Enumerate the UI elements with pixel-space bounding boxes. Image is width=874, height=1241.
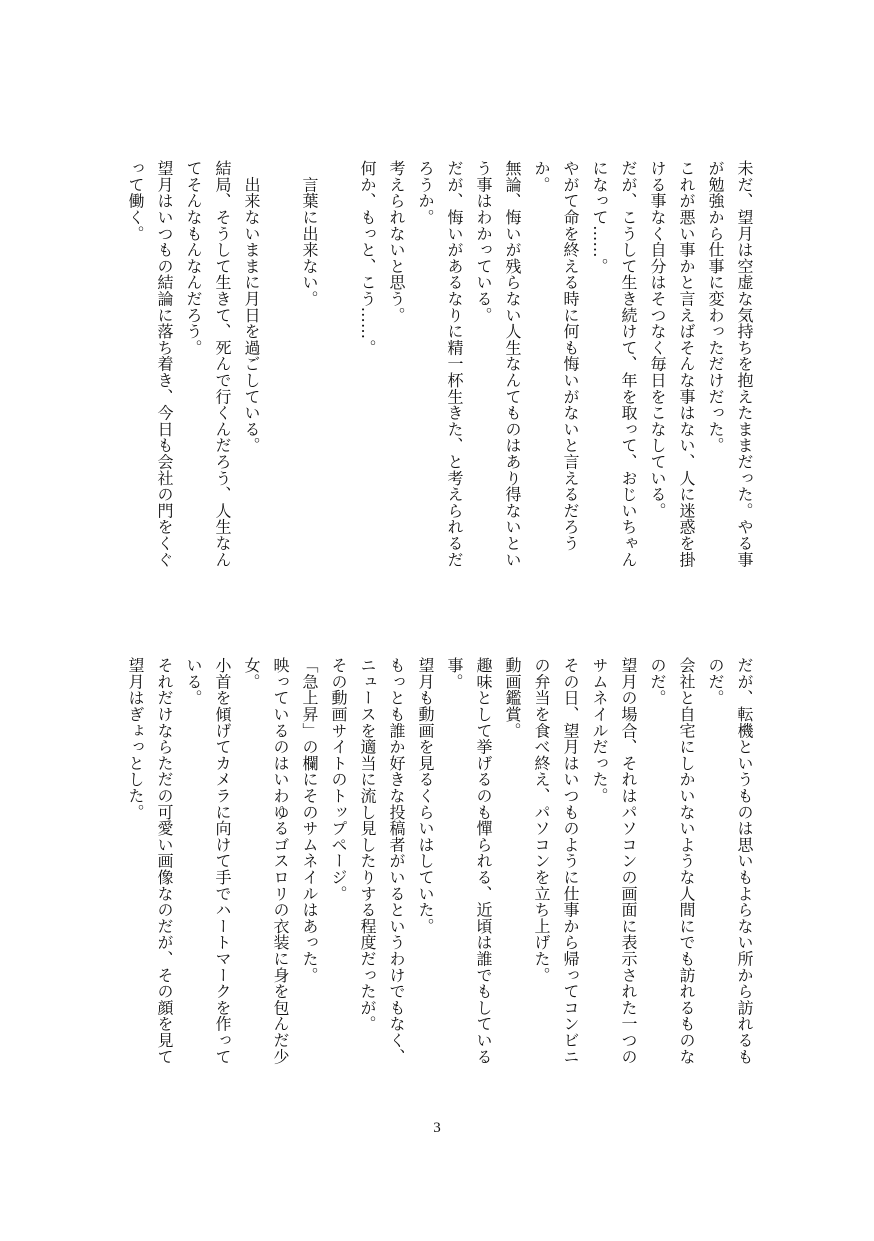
text-line: か。 <box>532 160 551 193</box>
text-line: のだ。 <box>648 657 667 706</box>
text-line: それだけならただの可愛い画像なのだが、その顔を見て <box>155 657 174 1065</box>
text-line: その動画サイトのトップページ。 <box>329 657 348 902</box>
text-line: 事。 <box>445 657 464 690</box>
text-line: 何か、もっと、こう……。 <box>358 160 377 356</box>
text-line: 結局、そうして生きて、死んで行くんだろう、人生なん <box>213 160 232 568</box>
text-line: ろうか。 <box>416 160 435 226</box>
text-line: だが、転機というものは思いもよらない所から訪れるも <box>735 657 754 1065</box>
text-line: って働く。 <box>126 160 145 242</box>
text-line: 「急上昇」の欄にそのサムネイルはあった。 <box>300 657 319 983</box>
text-line <box>266 160 295 590</box>
text-line: いる。 <box>184 657 203 706</box>
text-line: 出来ないままに月日を過ごしている。 <box>242 160 261 454</box>
text-line: 趣味として挙げるのも憚られる、近頃は誰でもしている <box>474 657 493 1065</box>
text-line: もっとも誰か好きな投稿者がいるというわけでもなく、 <box>387 657 406 1065</box>
text-line: やがて命を終える時に何も悔いがないと言えるだろう <box>561 160 580 552</box>
text-line: これが悪い事かと言えばそんな事はない、人に迷惑を掛 <box>677 160 696 568</box>
text-line: だが、こうして生き続けて、年を取って、おじいちゃん <box>619 160 638 568</box>
text-line: 小首を傾げてカメラに向けて手でハートマークを作って <box>213 657 232 1065</box>
text-line: 会社と自宅にしかいないような人間にでも訪れるものな <box>677 657 696 1065</box>
text-line: 映っているのはいわゆるゴスロリの衣装に身を包んだ少 <box>271 657 290 1065</box>
text-line: 未だ、望月は空虚な気持ちを抱えたままだった。やる事 <box>735 160 754 568</box>
text-line: その日、望月はいつものように仕事から帰ってコンビニ <box>561 657 580 1065</box>
text-line: 言葉に出来ない。 <box>300 160 319 307</box>
text-line: てそんなもんなんだろう。 <box>184 160 203 356</box>
text-line: ける事なく自分はそつなく毎日をこなしている。 <box>648 160 667 519</box>
text-line: サムネイルだった。 <box>590 657 609 804</box>
text-line: 考えられないと思う。 <box>387 160 406 323</box>
text-line: が勉強から仕事に変わっただけだった。 <box>706 160 725 454</box>
page-number: 3 <box>433 1120 441 1136</box>
text-line: になって……。 <box>590 160 609 275</box>
text-line: 望月はいつもの結論に落ち着き、今日も会社の門をくぐ <box>155 160 174 568</box>
text-block-bottom <box>121 657 759 1087</box>
text-line: 女。 <box>242 657 261 690</box>
text-line: う事はわかっている。 <box>474 160 493 323</box>
text-line: 望月も動画を見るくらいはしていた。 <box>416 657 435 935</box>
text-line: 望月の場合、それはパソコンの画面に表示された一つの <box>619 657 638 1065</box>
text-line: 動画鑑賞。 <box>503 657 522 739</box>
text-line <box>324 160 353 590</box>
text-line: 無論、悔いが残らない人生なんてものはあり得ないとい <box>503 160 522 568</box>
text-block-top <box>121 160 759 590</box>
text-line: 望月はぎょっとした。 <box>126 657 145 820</box>
text-line: だが、悔いがあるなりに精一杯生きた、と考えられるだ <box>445 160 464 568</box>
text-line: の弁当を食べ終え、パソコンを立ち上げた。 <box>532 657 551 983</box>
text-line: のだ。 <box>706 657 725 706</box>
text-line: ニュースを適当に流し見したりする程度だったが。 <box>358 657 377 1032</box>
